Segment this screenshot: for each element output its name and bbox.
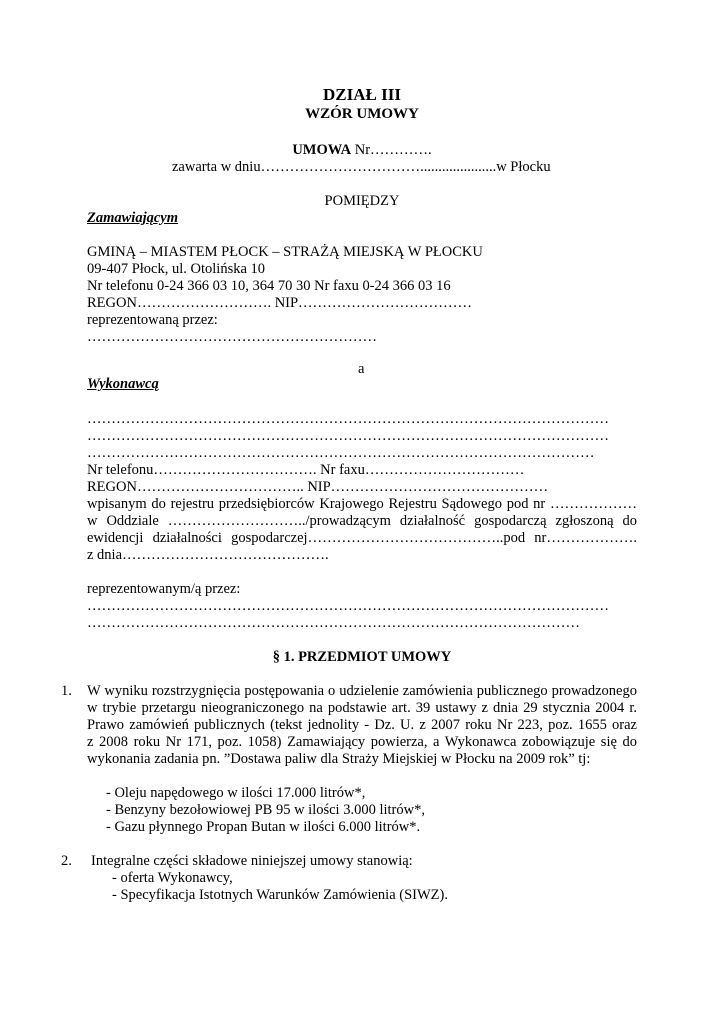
item-1-line: wykonania zadania pn. ”Dostawa paliw dla Straży Miejskiej w Płocku na 2009 rok” tj: bbox=[87, 751, 591, 767]
item-1-line: w trybie przetargu nieograniczonego na podstawie art. 39 ustawy z dnia 29 stycznia 2004 r. bbox=[87, 700, 637, 716]
fuel-list-item: - Oleju napędowego w ilości 17.000 litrów*, bbox=[106, 785, 366, 801]
item-1-number: 1. bbox=[61, 683, 72, 699]
ordering-party-representative-blank: …………………………………………………… bbox=[87, 329, 377, 345]
contractor-blank-2: ……………………………………………………………………………………………… bbox=[87, 428, 609, 444]
item-1-line: z 2008 roku Nr 171, poz. 1058) Zamawiający powierza, a Wykonawca zobowiązuje się do bbox=[87, 734, 637, 750]
contractor-registry-1: wpisanym do rejestru przedsiębiorców Krajowego Rejestru Sądowego pod nr ……………… bbox=[87, 496, 637, 512]
contractor-registry-2: w Oddziale ………………………../prowadzącym działalność gospodarczą zgłoszoną do bbox=[87, 513, 637, 529]
document-title: WZÓR UMOWY bbox=[305, 106, 419, 122]
represented-by-blank-1: ……………………………………………………………………………………………… bbox=[87, 598, 609, 614]
ordering-party-heading: Zamawiającym bbox=[87, 210, 179, 226]
item-2-number: 2. bbox=[61, 853, 72, 869]
section-heading: DZIAŁ III bbox=[323, 85, 401, 104]
contractor-regon: REGON…………………………….. NIP……………………………………… bbox=[87, 479, 549, 495]
represented-by-blank-2: ………………………………………………………………………………………… bbox=[87, 615, 580, 631]
contract-label: UMOWA bbox=[292, 142, 352, 158]
contract-number-line bbox=[0, 142, 724, 159]
ordering-party-phone: Nr telefonu 0-24 366 03 10, 364 70 30 Nr faxu 0-24 366 03 16 bbox=[87, 278, 451, 294]
ordering-party-represented: reprezentowaną przez: bbox=[87, 312, 218, 328]
fuel-list-item: - Gazu płynnego Propan Butan w ilości 6.000 litrów*. bbox=[106, 819, 421, 835]
contractor-phone: Nr telefonu……………………………. Nr faxu…………………………… bbox=[87, 462, 525, 478]
item-2-subitem: - Specyfikacja Istotnych Warunków Zamówienia (SIWZ). bbox=[112, 887, 448, 903]
contractor-blank-1: ……………………………………………………………………………………………… bbox=[87, 411, 609, 427]
contractor-registry-3: ewidencji działalności gospodarczej…………………………………..pod nr………………. bbox=[87, 530, 637, 546]
item-1-line: W wyniku rozstrzygnięcia postępowania o udzielenie zamówienia publicznego prowadzonego bbox=[87, 683, 637, 699]
contract-date-line: zawarta w dniu…………………………….....................w Płocku bbox=[172, 159, 551, 175]
contractor-blank-3: …………………………………………………………………………………………… bbox=[87, 445, 595, 461]
contractor-heading: Wykonawcą bbox=[87, 376, 159, 392]
fuel-list-item: - Benzyny bezołowiowej PB 95 w ilości 3.000 litrów*, bbox=[106, 802, 425, 818]
and-label: a bbox=[358, 361, 365, 377]
ordering-party-address: 09-407 Płock, ul. Otolińska 10 bbox=[87, 261, 266, 277]
between-label: POMIĘDZY bbox=[324, 193, 400, 209]
item-2-subitem: - oferta Wykonawcy, bbox=[112, 870, 233, 886]
contractor-date: z dnia……………………………………. bbox=[87, 547, 329, 563]
section-1-title: § 1. PRZEDMIOT UMOWY bbox=[272, 649, 452, 665]
represented-by-label: reprezentowanym/ą przez: bbox=[87, 581, 241, 597]
contract-number: Nr…………. bbox=[351, 142, 432, 158]
item-1-line: Prawo zamówień publicznych (tekst jednolity - Dz. U. z 2007 roku Nr 223, poz. 1655 oraz bbox=[87, 717, 637, 733]
item-2-text: Integralne części składowe niniejszej umowy stanowią: bbox=[91, 853, 413, 869]
ordering-party-name: GMINĄ – MIASTEM PŁOCK – STRAŻĄ MIEJSKĄ W PŁOCKU bbox=[87, 244, 483, 260]
ordering-party-regon: REGON………………………. NIP……………………………… bbox=[87, 295, 473, 311]
